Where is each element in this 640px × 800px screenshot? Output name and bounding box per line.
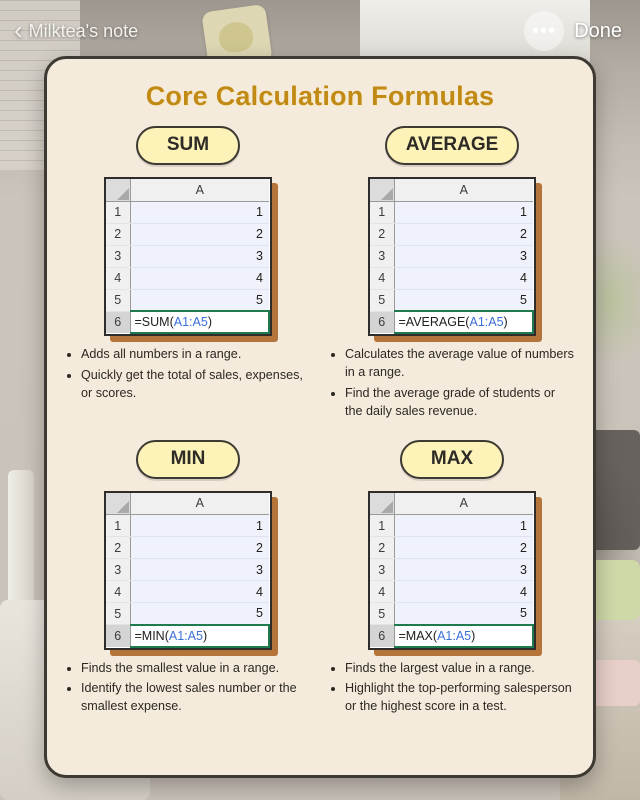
row-header[interactable]: 4 [106, 581, 130, 603]
formula-range: A1:A5 [173, 315, 208, 329]
row-header[interactable]: 4 [106, 267, 130, 289]
sheet-header-row [106, 179, 269, 201]
cell-value[interactable]: 2 [394, 223, 533, 245]
spreadsheet-body[interactable] [104, 491, 272, 650]
row-header[interactable]: 5 [106, 603, 130, 625]
list-item: • Highlight the top-performing salesperson or the highest score in a test. [345, 680, 575, 716]
formula-row [106, 311, 269, 333]
row-header[interactable]: 2 [106, 537, 130, 559]
formula-prefix: =AVERAGE( [398, 315, 470, 329]
cell-value[interactable]: 4 [394, 581, 533, 603]
spreadsheet-sum [104, 177, 272, 336]
spreadsheet-body[interactable] [368, 177, 536, 336]
formula-cell[interactable] [394, 311, 533, 333]
table-row [370, 201, 533, 223]
list-item: • Find the average grade of students or the daily sales revenue. [345, 385, 575, 421]
formula-row [370, 311, 533, 333]
column-header-a[interactable]: A [130, 179, 269, 201]
table-row [370, 245, 533, 267]
formula-section-min [63, 440, 313, 720]
cell-value[interactable]: 2 [130, 223, 269, 245]
list-item: • Finds the smallest value in a range. [81, 660, 311, 678]
back-button-label: Milktea's note [28, 20, 139, 41]
sheet-header-row [370, 493, 533, 515]
formula-cell[interactable] [394, 625, 533, 647]
formula-grid [63, 126, 577, 719]
chevron-left-icon: ‹ [14, 15, 23, 45]
table-row [106, 515, 269, 537]
list-item: • Adds all numbers in a range. [81, 346, 311, 364]
formula-prefix: =SUM( [134, 315, 174, 329]
description-list-min [65, 660, 311, 717]
table-row [106, 559, 269, 581]
select-all-corner-icon[interactable] [106, 493, 130, 515]
formula-suffix: ) [207, 315, 212, 329]
cell-value[interactable]: 4 [130, 581, 269, 603]
table-row [106, 581, 269, 603]
sheet-header-row [106, 493, 269, 515]
formula-cell[interactable] [130, 311, 269, 333]
cell-value[interactable]: 3 [130, 245, 269, 267]
row-header[interactable]: 3 [370, 245, 394, 267]
table-row [370, 581, 533, 603]
row-header[interactable]: 2 [370, 537, 394, 559]
cell-value[interactable]: 2 [130, 537, 269, 559]
column-header-a[interactable]: A [394, 179, 533, 201]
cell-value[interactable]: 1 [394, 515, 533, 537]
row-header[interactable]: 1 [106, 515, 130, 537]
note-card [44, 56, 596, 778]
table-row [370, 223, 533, 245]
column-header-a[interactable]: A [394, 493, 533, 515]
cell-value[interactable]: 3 [394, 245, 533, 267]
row-header[interactable]: 1 [106, 201, 130, 223]
list-item: • Calculates the average value of numbers in a range. [345, 346, 575, 382]
list-item: • Finds the largest value in a range. [345, 660, 575, 678]
row-header[interactable]: 3 [370, 559, 394, 581]
spreadsheet-body[interactable] [104, 177, 272, 336]
row-header[interactable]: 6 [370, 311, 394, 333]
row-header[interactable]: 3 [106, 245, 130, 267]
row-header[interactable]: 4 [370, 267, 394, 289]
cell-value[interactable]: 4 [394, 267, 533, 289]
spreadsheet-average [368, 177, 536, 336]
row-header[interactable]: 4 [370, 581, 394, 603]
row-header[interactable]: 2 [106, 223, 130, 245]
table-row [106, 603, 269, 625]
column-header-a[interactable]: A [130, 493, 269, 515]
row-header[interactable]: 5 [370, 603, 394, 625]
row-header[interactable]: 1 [370, 515, 394, 537]
description-list-average [329, 346, 575, 421]
table-row [370, 289, 533, 311]
cell-value[interactable]: 2 [394, 537, 533, 559]
table-row [370, 559, 533, 581]
page-title: Core Calculation Formulas [145, 81, 495, 111]
description-list-max [329, 660, 575, 717]
formula-section-average [327, 126, 577, 424]
row-header[interactable]: 6 [106, 625, 130, 647]
formula-cell[interactable] [130, 625, 269, 647]
table-row [370, 515, 533, 537]
top-navigation-bar [0, 0, 640, 62]
row-header[interactable]: 2 [370, 223, 394, 245]
back-button[interactable] [14, 15, 139, 45]
list-item: • Quickly get the total of sales, expenses, or scores. [81, 367, 311, 403]
cell-value[interactable]: 5 [130, 603, 269, 625]
formula-pill-average: AVERAGE [385, 126, 519, 165]
formula-pill-min: MIN [136, 440, 240, 479]
done-button[interactable]: Done [574, 19, 622, 42]
formula-suffix: ) [471, 628, 476, 643]
row-header[interactable]: 3 [106, 559, 130, 581]
more-options-button[interactable] [524, 11, 564, 51]
table-row [370, 267, 533, 289]
more-dots-icon: ••• [532, 20, 557, 42]
cell-value[interactable]: 3 [130, 559, 269, 581]
table-row [106, 245, 269, 267]
formula-pill-sum: SUM [136, 126, 240, 165]
formula-section-sum [63, 126, 313, 424]
cell-value[interactable]: 4 [130, 267, 269, 289]
table-row [106, 223, 269, 245]
formula-suffix: ) [503, 315, 508, 329]
formula-range: A1:A5 [469, 315, 504, 329]
formula-pill-max: MAX [400, 440, 504, 479]
cell-value[interactable]: 5 [394, 603, 533, 625]
formula-suffix: ) [202, 628, 208, 643]
row-header[interactable]: 6 [106, 311, 130, 333]
description-list-sum [65, 346, 311, 403]
table-row [106, 201, 269, 223]
table-row [106, 289, 269, 311]
formula-prefix: =MAX( [398, 628, 438, 643]
table-row [370, 603, 533, 625]
cell-value[interactable]: 1 [130, 515, 269, 537]
cell-value[interactable]: 1 [394, 201, 533, 223]
spreadsheet-min [104, 491, 272, 650]
table-row [106, 267, 269, 289]
sheet-header-row [370, 179, 533, 201]
formula-prefix: =MIN( [134, 628, 169, 643]
formula-range: A1:A5 [437, 628, 472, 643]
select-all-corner-icon[interactable] [370, 493, 394, 515]
formula-range: A1:A5 [168, 628, 203, 643]
table-row [370, 537, 533, 559]
spreadsheet-body[interactable] [368, 491, 536, 650]
table-row [106, 537, 269, 559]
cell-value[interactable]: 3 [394, 559, 533, 581]
formula-row [106, 625, 269, 647]
select-all-corner-icon[interactable] [370, 179, 394, 201]
cell-value[interactable]: 5 [394, 289, 533, 311]
cell-value[interactable]: 5 [130, 289, 269, 311]
row-header[interactable]: 6 [370, 625, 394, 647]
cell-value[interactable]: 1 [130, 201, 269, 223]
list-item: • Identify the lowest sales number or the smallest expense. [81, 680, 311, 716]
select-all-corner-icon[interactable] [106, 179, 130, 201]
formula-section-max [327, 440, 577, 720]
formula-row [370, 625, 533, 647]
row-header[interactable]: 5 [370, 289, 394, 311]
spreadsheet-max [368, 491, 536, 650]
row-header[interactable]: 1 [370, 201, 394, 223]
row-header[interactable]: 5 [106, 289, 130, 311]
